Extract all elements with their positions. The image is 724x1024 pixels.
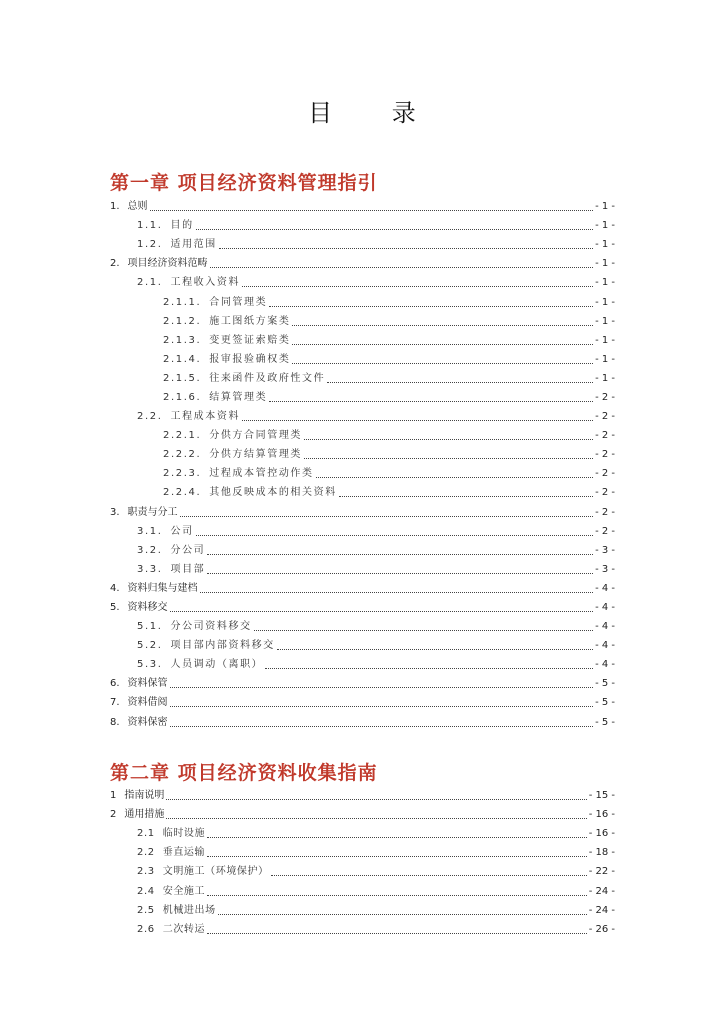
toc-entry-text: 文明施工（环境保护） [162, 866, 269, 878]
dot-leader [170, 687, 594, 688]
dot-leader [180, 516, 594, 517]
toc-entry-text: 指南说明 [124, 790, 165, 802]
toc-entry-text: 合同管理类 [209, 296, 268, 308]
toc-entry-label [137, 617, 253, 636]
dot-leader [170, 611, 594, 612]
toc-entry-label [137, 843, 206, 862]
dot-leader [170, 706, 594, 707]
toc-entry-label [163, 293, 268, 312]
toc-page-number: - 1 - [595, 372, 615, 384]
toc-entry-number: 2.1.2. [163, 315, 202, 327]
toc-page-number: - 1 - [595, 296, 615, 308]
toc-page-number: - 5 - [595, 716, 615, 728]
toc-entry-label [110, 674, 169, 693]
toc-entry-label [110, 693, 169, 712]
toc-entry-number: 1.1. [137, 220, 163, 232]
toc-entry-text: 工程成本资料 [170, 411, 241, 423]
toc-entry-number: 5. [110, 602, 120, 614]
toc-entry-text: 其他反映成本的相关资料 [209, 487, 337, 499]
toc-entry-number: 2. [110, 258, 120, 270]
toc-entry-label [163, 483, 338, 502]
dot-leader [292, 344, 593, 345]
dot-leader [170, 726, 594, 727]
toc-entry-label [163, 331, 291, 350]
toc-entry-number: 4. [110, 582, 120, 594]
toc-page-number: - 2 - [595, 506, 615, 518]
toc-entry-number: 2.2 [137, 847, 155, 859]
toc-page-number: - 2 - [595, 449, 615, 461]
dot-leader [269, 401, 593, 402]
toc-page-number: - 1 - [595, 315, 615, 327]
toc-entry-text: 工程收入资料 [170, 277, 241, 289]
toc-entry-number: 2.2.4. [163, 487, 202, 499]
toc-entry[interactable] [110, 254, 615, 273]
dot-leader [207, 933, 587, 934]
toc-entry-number: 3.2. [137, 544, 163, 556]
chapter-1-heading: 第一章 项目经济资料管理指引 [110, 172, 378, 194]
dot-leader [242, 286, 593, 287]
toc-entry[interactable] [137, 862, 615, 881]
dot-leader [210, 267, 594, 268]
dot-leader [265, 668, 593, 669]
dot-leader [200, 592, 594, 593]
dot-leader [150, 210, 594, 211]
toc-entry[interactable] [163, 388, 615, 407]
toc-page-number: - 3 - [595, 544, 615, 556]
toc-entry[interactable] [137, 216, 615, 235]
toc-entry-number: 2.1 [137, 828, 155, 840]
toc-entry[interactable] [110, 503, 615, 522]
toc-entry-label [110, 598, 169, 617]
toc-entry-number: 2.6 [137, 923, 155, 935]
toc-entry-text: 资料移交 [127, 602, 168, 614]
toc-entry[interactable] [137, 541, 615, 560]
toc-entry-text: 临时设施 [162, 828, 206, 840]
toc-entry-text: 目的 [170, 220, 194, 232]
toc-entry-number: 5.2. [137, 640, 163, 652]
dot-leader [269, 306, 593, 307]
toc-entry[interactable] [137, 636, 615, 655]
toc-entry-label [110, 254, 209, 273]
toc-entry[interactable] [163, 464, 615, 483]
toc-page-number: - 4 - [595, 582, 615, 594]
toc-page-number: - 1 - [595, 334, 615, 346]
toc-entry[interactable] [110, 579, 615, 598]
toc-entry-number: 5.1. [137, 621, 163, 633]
toc-entry-label [137, 655, 264, 674]
toc-entry-text: 资料归集与建档 [127, 582, 198, 594]
toc-entry-label [163, 312, 291, 331]
toc-entry[interactable] [110, 713, 615, 732]
dot-leader [339, 496, 593, 497]
toc-entry[interactable] [137, 901, 615, 920]
toc-entry[interactable] [163, 292, 615, 311]
toc-entry-text: 资料保管 [127, 678, 168, 690]
toc-entry-label [137, 920, 206, 939]
toc-entry[interactable] [137, 881, 615, 900]
toc-entry-number: 2.2.2. [163, 449, 202, 461]
dot-leader [218, 914, 587, 915]
toc-entry[interactable] [110, 674, 615, 693]
toc-entry[interactable] [163, 369, 615, 388]
dot-leader [277, 649, 593, 650]
toc-entry-text: 适用范围 [170, 239, 217, 251]
toc-entry-label [137, 636, 276, 655]
toc-entry-label [137, 235, 218, 254]
toc-entry-number: 2.5 [137, 904, 155, 916]
toc-entry-number: 2.2.1. [163, 430, 202, 442]
toc-entry-number: 2.1.4. [163, 353, 202, 365]
toc-entry-label [110, 503, 179, 522]
toc-entry-text: 分供方结算管理类 [209, 449, 303, 461]
toc-entry[interactable] [137, 235, 615, 254]
toc-entry-number: 3.1. [137, 525, 163, 537]
toc-page-number: - 3 - [595, 563, 615, 575]
chapter-2-heading: 第二章 项目经济资料收集指南 [110, 762, 378, 784]
toc-entry-text: 职责与分工 [127, 506, 178, 518]
toc-entry[interactable] [163, 445, 615, 464]
dot-leader [196, 229, 593, 230]
toc-entry-label [137, 541, 206, 560]
toc-entry[interactable] [137, 273, 615, 292]
toc-entry-label [137, 862, 270, 881]
toc-entry-text: 分供方合同管理类 [209, 430, 303, 442]
dot-leader [207, 895, 587, 896]
toc-entry-label [137, 522, 195, 541]
toc-page-number: - 24 - [588, 885, 615, 897]
toc-entry[interactable] [137, 617, 615, 636]
chapter-1-toc [0, 197, 724, 732]
toc-entry-number: 2.3 [137, 866, 155, 878]
toc-entry-number: 2.1.1. [163, 296, 202, 308]
dot-leader [327, 382, 593, 383]
toc-entry-label [137, 216, 195, 235]
dot-leader [207, 554, 593, 555]
toc-entry-number: 2.1.5. [163, 372, 202, 384]
toc-entry-label [137, 824, 206, 843]
dot-leader [219, 248, 593, 249]
dot-leader [316, 477, 593, 478]
toc-entry-label [163, 350, 291, 369]
chapter-2-toc [0, 786, 724, 939]
toc-page-number: - 4 - [595, 621, 615, 633]
toc-entry-text: 项目部 [170, 563, 206, 575]
toc-entry-text: 人员调动（离职） [170, 659, 264, 671]
toc-entry-number: 3. [110, 506, 120, 518]
toc-entry-label [137, 407, 241, 426]
toc-entry-label [110, 579, 199, 598]
toc-entry[interactable] [137, 522, 615, 541]
toc-entry[interactable] [137, 560, 615, 579]
toc-entry-number: 2.1. [137, 277, 163, 289]
dot-leader [196, 535, 593, 536]
toc-entry[interactable] [163, 483, 615, 502]
toc-entry[interactable] [110, 786, 615, 805]
toc-entry-number: 5.3. [137, 659, 163, 671]
toc-entry-text: 分公司资料移交 [170, 621, 252, 633]
toc-entry-number: 6. [110, 678, 120, 690]
toc-page-number: - 5 - [595, 697, 615, 709]
dot-leader [207, 837, 587, 838]
dot-leader [207, 573, 593, 574]
toc-entry-label [110, 786, 165, 805]
toc-entry-text: 报审报验确权类 [209, 353, 291, 365]
toc-entry[interactable] [110, 197, 615, 216]
toc-page-number: - 1 - [595, 239, 615, 251]
toc-page-number: - 4 - [595, 602, 615, 614]
toc-entry-text: 结算管理类 [209, 391, 268, 403]
toc-entry-text: 机械进出场 [162, 904, 216, 916]
toc-entry-text: 变更签证索赔类 [209, 334, 291, 346]
toc-entry-label [137, 882, 206, 901]
toc-entry[interactable] [163, 312, 615, 331]
toc-entry-label [110, 713, 169, 732]
dot-leader [292, 325, 593, 326]
toc-entry[interactable] [110, 693, 615, 712]
toc-entry-number: 2.2.3. [163, 468, 202, 480]
toc-entry-number: 1.2. [137, 239, 163, 251]
toc-entry-number: 1. [110, 201, 120, 213]
toc-page-number: - 1 - [595, 201, 615, 213]
toc-page-number: - 16 - [588, 828, 615, 840]
dot-leader [166, 818, 586, 819]
toc-entry[interactable] [137, 920, 615, 939]
toc-entry-label [163, 388, 268, 407]
toc-page-number: - 1 - [595, 220, 615, 232]
toc-page-number: - 18 - [588, 847, 615, 859]
toc-entry-label [137, 560, 206, 579]
dot-leader [207, 856, 587, 857]
toc-entry[interactable] [137, 843, 615, 862]
toc-entry-text: 资料保密 [127, 716, 168, 728]
toc-entry[interactable] [137, 655, 615, 674]
dot-leader [304, 439, 593, 440]
dot-leader [254, 630, 593, 631]
toc-entry-text: 安全施工 [162, 885, 206, 897]
toc-entry[interactable] [137, 824, 615, 843]
toc-entry-number: 2 [110, 809, 117, 821]
toc-entry-label [163, 426, 303, 445]
dot-leader [292, 363, 593, 364]
toc-entry-text: 分公司 [170, 544, 206, 556]
toc-page-number: - 26 - [588, 923, 615, 935]
toc-title: 目 录 [308, 99, 442, 127]
toc-entry-label [110, 197, 149, 216]
toc-page-number: - 16 - [588, 809, 615, 821]
dot-leader [271, 875, 587, 876]
toc-page-number: - 4 - [595, 659, 615, 671]
toc-page-number: - 2 - [595, 391, 615, 403]
toc-entry-number: 1 [110, 790, 117, 802]
toc-entry-text: 资料借阅 [127, 697, 168, 709]
toc-page-number: - 15 - [588, 790, 615, 802]
toc-entry[interactable] [137, 407, 615, 426]
toc-entry-label [137, 273, 241, 292]
toc-page-number: - 4 - [595, 640, 615, 652]
toc-entry-label [163, 369, 326, 388]
toc-entry-text: 总则 [127, 201, 148, 213]
toc-entry-number: 8. [110, 716, 120, 728]
toc-page-number: - 2 - [595, 487, 615, 499]
toc-entry-text: 项目经济资料范畴 [127, 258, 208, 270]
toc-page-number: - 1 - [595, 258, 615, 270]
dot-leader [242, 420, 593, 421]
toc-entry[interactable] [110, 598, 615, 617]
toc-entry-text: 通用措施 [124, 809, 165, 821]
toc-page-number: - 24 - [588, 904, 615, 916]
toc-entry-label [137, 901, 217, 920]
toc-entry-text: 过程成本管控动作类 [209, 468, 314, 480]
toc-page-number: - 2 - [595, 430, 615, 442]
toc-entry[interactable] [163, 426, 615, 445]
toc-entry-text: 公司 [170, 525, 194, 537]
toc-entry-number: 2.1.3. [163, 334, 202, 346]
toc-page-number: - 1 - [595, 277, 615, 289]
toc-page-number: - 2 - [595, 468, 615, 480]
dot-leader [304, 458, 593, 459]
toc-entry-label [110, 805, 165, 824]
toc-entry-number: 2.2. [137, 411, 163, 423]
toc-entry[interactable] [163, 331, 615, 350]
toc-entry-number: 3.3. [137, 563, 163, 575]
toc-entry-number: 2.4 [137, 885, 155, 897]
toc-entry[interactable] [163, 350, 615, 369]
dot-leader [166, 799, 586, 800]
toc-entry-text: 二次转运 [162, 923, 206, 935]
toc-page-number: - 2 - [595, 411, 615, 423]
toc-entry-text: 垂直运输 [162, 847, 206, 859]
toc-entry-number: 7. [110, 697, 120, 709]
toc-entry-label [163, 464, 315, 483]
toc-page-number: - 22 - [588, 866, 615, 878]
toc-entry[interactable] [110, 805, 615, 824]
toc-page-number: - 5 - [595, 678, 615, 690]
toc-entry-text: 往来函件及政府性文件 [209, 372, 326, 384]
toc-page-number: - 1 - [595, 353, 615, 365]
toc-entry-number: 2.1.6. [163, 391, 202, 403]
toc-page-number: - 2 - [595, 525, 615, 537]
toc-entry-text: 项目部内部资料移交 [170, 640, 275, 652]
toc-entry-label [163, 445, 303, 464]
toc-entry-text: 施工图纸方案类 [209, 315, 291, 327]
